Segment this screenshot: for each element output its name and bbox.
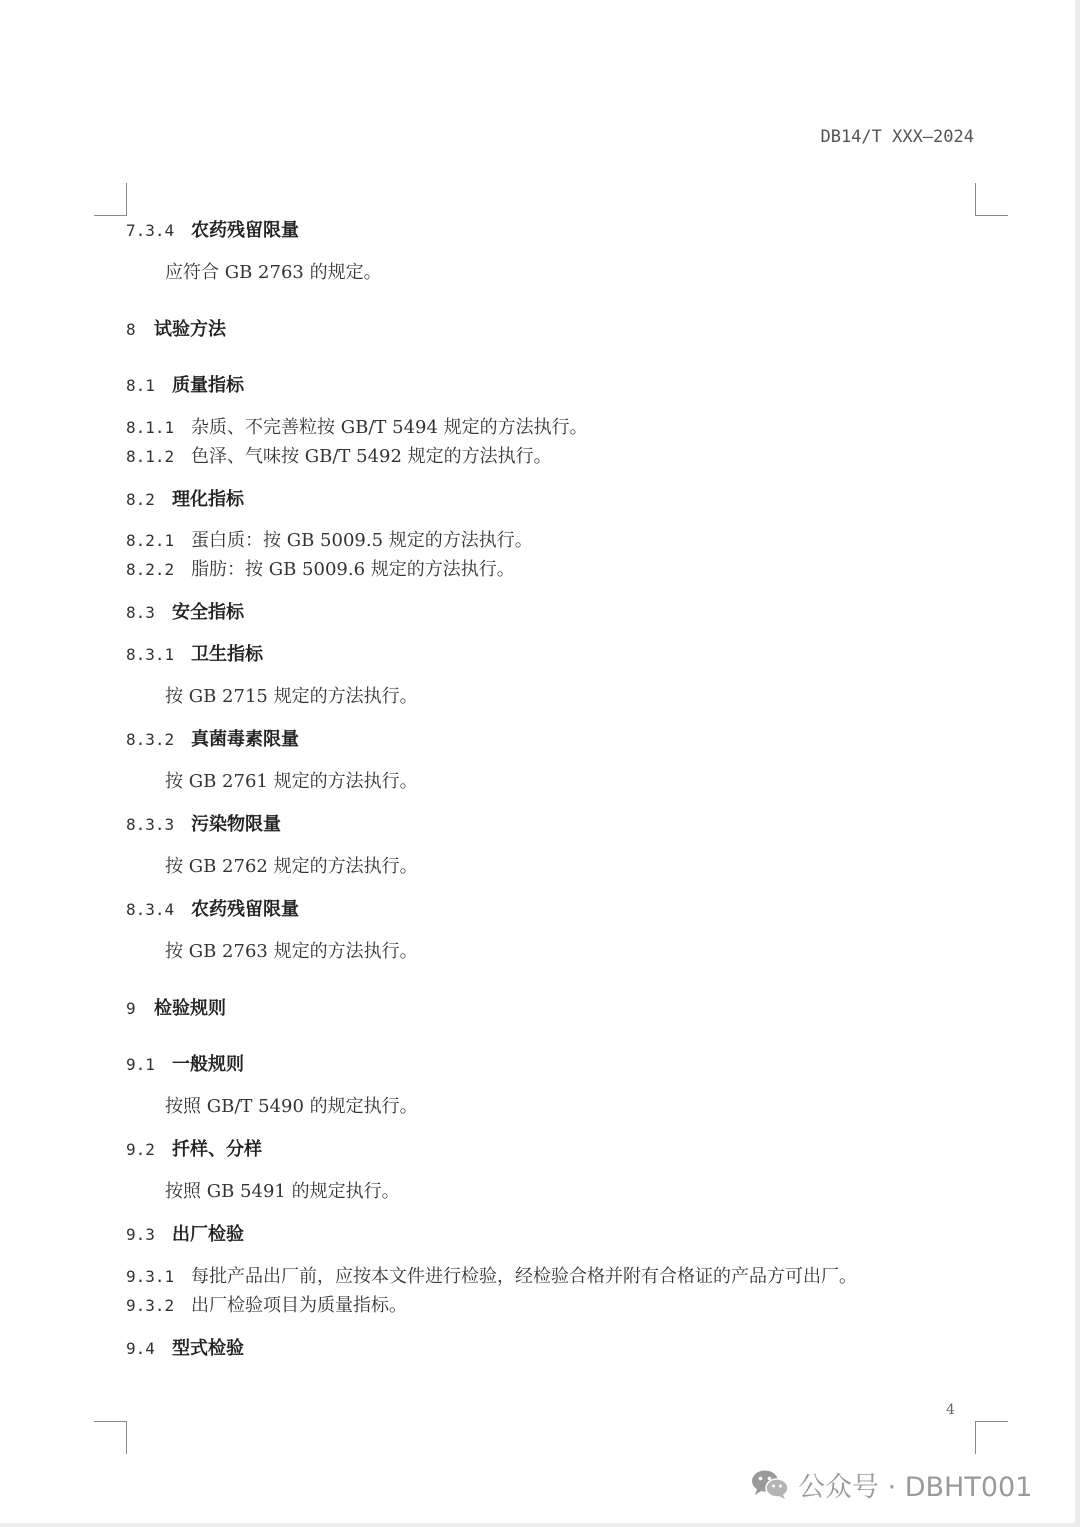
clause-title: 出厂检验 (172, 1224, 244, 1245)
clause-item (126, 415, 588, 441)
paragraph-text: 按 GB 2763 规定的方法执行。 (165, 941, 418, 962)
clause-item (126, 557, 515, 583)
clause-heading (126, 642, 263, 668)
body-paragraph (165, 769, 418, 795)
clause-number: 9.2 (126, 1140, 155, 1159)
body-paragraph (165, 1179, 400, 1205)
clause-item (126, 1293, 407, 1319)
clause-text: 杂质、不完善粒按 GB/T 5494 规定的方法执行。 (191, 417, 588, 438)
paragraph-text: 按 GB 2761 规定的方法执行。 (165, 771, 418, 792)
crop-mark-bottom-right (975, 1421, 1008, 1454)
paragraph-text: 按 GB 2762 规定的方法执行。 (165, 856, 418, 877)
section-heading (126, 1222, 244, 1248)
section-heading (126, 1137, 262, 1163)
clause-title: 扦样、分样 (172, 1139, 262, 1160)
body-paragraph (165, 854, 418, 880)
clause-number: 9.1 (126, 1055, 155, 1074)
clause-title: 卫生指标 (191, 644, 263, 665)
clause-title: 真菌毒素限量 (191, 729, 299, 750)
clause-title: 理化指标 (172, 489, 244, 510)
watermark-text: 公众号 · DBHT001 (798, 1471, 1033, 1503)
clause-number: 8.2.2 (126, 560, 175, 579)
clause-item (126, 444, 552, 470)
clause-text: 脂肪：按 GB 5009.6 规定的方法执行。 (191, 559, 515, 580)
body-paragraph (165, 260, 382, 286)
watermark (750, 1466, 1032, 1502)
clause-text: 出厂检验项目为质量指标。 (191, 1295, 407, 1316)
clause-title: 污染物限量 (191, 814, 281, 835)
paragraph-text: 按照 GB 5491 的规定执行。 (165, 1181, 400, 1202)
clause-number: 8.1.1 (126, 418, 175, 437)
clause-number: 8.3.3 (126, 815, 175, 834)
section-heading (126, 487, 244, 513)
clause-title: 型式检验 (172, 1338, 244, 1359)
paragraph-text: 应符合 GB 2763 的规定。 (165, 262, 382, 283)
clause-title: 安全指标 (172, 602, 244, 623)
clause-heading (126, 218, 299, 244)
clause-number: 8 (126, 320, 136, 339)
clause-heading (126, 727, 299, 753)
chapter-heading (126, 996, 226, 1022)
clause-title: 试验方法 (154, 319, 226, 340)
clause-text: 色泽、气味按 GB/T 5492 规定的方法执行。 (191, 446, 552, 467)
clause-number: 8.2.1 (126, 531, 175, 550)
clause-title: 农药残留限量 (191, 899, 299, 920)
clause-title: 农药残留限量 (191, 220, 299, 241)
page-edge-shadow-bottom (0, 1523, 1080, 1527)
clause-title: 质量指标 (172, 375, 244, 396)
clause-number: 8.1.2 (126, 447, 175, 466)
paragraph-text: 按 GB 2715 规定的方法执行。 (165, 686, 418, 707)
clause-title: 检验规则 (154, 998, 226, 1019)
clause-title: 一般规则 (172, 1054, 244, 1075)
clause-heading (126, 812, 281, 838)
body-paragraph (165, 684, 418, 710)
clause-item (126, 528, 533, 554)
clause-number: 8.3.2 (126, 730, 175, 749)
clause-number: 9.4 (126, 1339, 155, 1358)
clause-heading (126, 897, 299, 923)
crop-mark-top-right (975, 183, 1008, 216)
page-number: 4 (946, 1402, 955, 1418)
clause-text: 蛋白质：按 GB 5009.5 规定的方法执行。 (191, 530, 533, 551)
clause-text: 每批产品出厂前，应按本文件进行检验，经检验合格并附有合格证的产品方可出厂。 (191, 1266, 857, 1287)
paragraph-text: 按照 GB/T 5490 的规定执行。 (165, 1096, 418, 1117)
clause-number: 8.3.4 (126, 900, 175, 919)
body-paragraph (165, 939, 418, 965)
clause-number: 8.3 (126, 603, 155, 622)
crop-mark-bottom-left (94, 1421, 127, 1454)
crop-mark-top-left (94, 183, 127, 216)
clause-number: 7.3.4 (126, 221, 175, 240)
section-heading (126, 1336, 244, 1362)
section-heading (126, 1052, 244, 1078)
page-edge-shadow (1075, 0, 1080, 1527)
clause-number: 9.3.2 (126, 1296, 175, 1315)
clause-number: 9.3.1 (126, 1267, 175, 1286)
section-heading (126, 373, 244, 399)
section-heading (126, 600, 244, 626)
clause-number: 8.2 (126, 490, 155, 509)
body-paragraph (165, 1094, 418, 1120)
clause-item (126, 1264, 857, 1290)
clause-number: 9 (126, 999, 136, 1018)
document-code: DB14/T XXX—2024 (820, 127, 974, 147)
clause-number: 8.3.1 (126, 645, 175, 664)
chapter-heading (126, 317, 226, 343)
clause-number: 9.3 (126, 1225, 155, 1244)
clause-number: 8.1 (126, 376, 155, 395)
wechat-icon (750, 1468, 790, 1500)
